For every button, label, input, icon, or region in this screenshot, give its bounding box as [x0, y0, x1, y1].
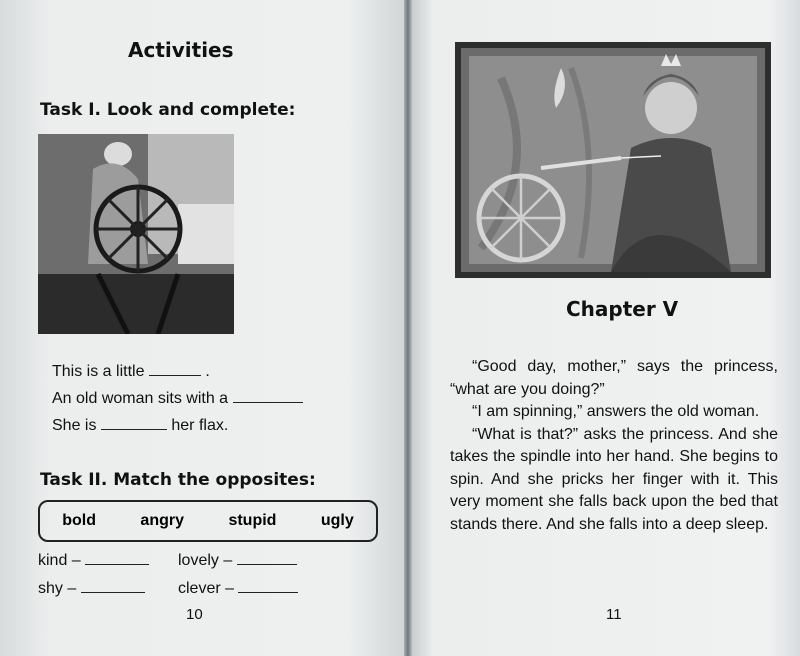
activities-title: Activities: [128, 38, 234, 62]
chapter-illustration: [455, 42, 771, 278]
opposite-pair-kind: kind –: [38, 552, 149, 570]
answer-blank[interactable]: [85, 564, 149, 565]
word-option: ugly: [320, 512, 354, 529]
opposite-pair-clever: clever –: [178, 580, 298, 598]
task1-sentence-3: She is her flax.: [52, 417, 229, 434]
task2-title: Task II. Match the opposites:: [40, 470, 316, 490]
answer-blank[interactable]: [81, 592, 145, 593]
answer-blank[interactable]: [101, 429, 167, 430]
word-option: angry: [140, 512, 184, 529]
page-number-right: 11: [606, 606, 622, 623]
task1-sentence-1: This is a little .: [52, 363, 210, 380]
story-text: [450, 356, 778, 536]
answer-blank[interactable]: [238, 592, 298, 593]
opposites-word-box: [38, 500, 378, 542]
opposite-pair-shy: shy –: [38, 580, 145, 598]
page-number-left: 10: [186, 606, 203, 623]
opposite-pair-lovely: lovely –: [178, 552, 297, 570]
book-spine: [404, 0, 412, 656]
chapter-title: Chapter V: [566, 297, 679, 321]
word-option: bold: [62, 512, 96, 529]
answer-blank[interactable]: [149, 375, 201, 376]
answer-blank[interactable]: [233, 402, 303, 403]
story-paragraph: “Good day, mother,” says the princess, “what are you doing?”: [450, 358, 778, 398]
task1-sentence-2: An old woman sits with a: [52, 390, 303, 408]
answer-blank[interactable]: [237, 564, 297, 565]
task1-title: Task I. Look and complete:: [40, 100, 296, 120]
story-paragraph: “What is that?” asks the princess. And she takes the spindle into her hand. She begins to spin. And she pricks her finger with it. This very moment she falls back upon the bed that stands there. And she falls into a deep sleep.: [450, 425, 778, 533]
spinning-wheel-photo: [38, 134, 234, 334]
story-paragraph: “I am spinning,” answers the old woman.: [472, 403, 760, 420]
word-option: stupid: [228, 512, 277, 529]
